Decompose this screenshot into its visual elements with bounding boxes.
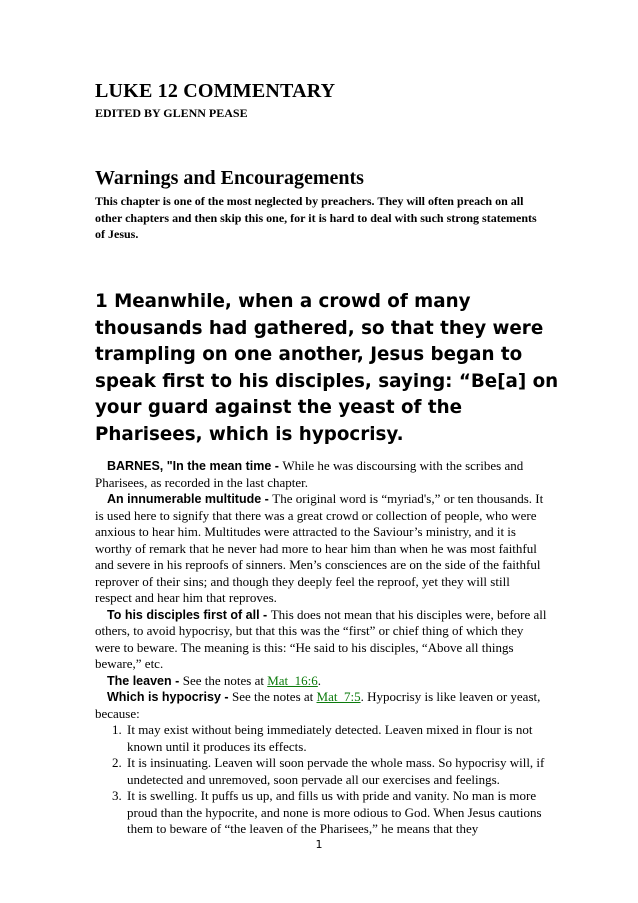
list-item: 3. It is swelling. It puffs us up, and fills us with pride and vanity. No man is more proud than the hypocrite, and none is more odious to God. When Jesus cautions them to beware of “the leaven of the Pharisees,” he means that they: [125, 788, 549, 838]
commentary-label: Which is hypocrisy -: [107, 690, 233, 704]
commentary-paragraph: [95, 689, 549, 722]
commentary-paragraph: [95, 607, 549, 673]
scripture-link-mat-16-6[interactable]: Mat_16:6: [267, 672, 318, 688]
commentary-body: [95, 458, 549, 838]
commentary-label: The leaven -: [107, 673, 183, 688]
commentary-label: To his disciples first of all -: [107, 607, 271, 622]
section-intro: This chapter is one of the most neglected by preachers. They will often preach on all other chapters and then skip this one, for it is hard to deal with such strong statements of Jesus.: [95, 194, 537, 241]
commentary-paragraph: [95, 491, 549, 607]
commentary-text: The original word is “myriad's,” or ten thousands. It is used here to signify that there was a great crowd or collection of people, who were anxious to hear him. Multitudes were attracted to the Saviour’s ministry, and it is worthy of remark that he never had more to hear him than when he was most faithful and severe in his reproofs of sinners. Men’s consciences are on the side of the faithful reprover of their sins; and though they deeply feel the reproof, yet they will still respect and hear him that reproves.: [95, 491, 544, 605]
document-title: LUKE 12 COMMENTARY: [95, 80, 336, 102]
page-number: 1: [315, 838, 323, 851]
commentary-label: BARNES, "In the mean time -: [107, 459, 283, 473]
list-item: 1. It may exist without being immediately detected. Leaven mixed in flour is not known until it produces its effects.: [125, 722, 549, 755]
commentary-text: . Hypocrisy is like leaven or yeast, because:: [95, 689, 541, 721]
section-title: Warnings and Encouragements: [95, 167, 364, 189]
commentary-label: An innumerable multitude -: [107, 492, 273, 506]
hypocrisy-list: [95, 722, 549, 838]
list-item: 2. It is insinuating. Leaven will soon pervade the whole mass. So hypocrisy will, if undetected and unremoved, soon pervade all our exercises and feelings.: [125, 755, 549, 788]
commentary-paragraph: [95, 673, 549, 690]
commentary-paragraph: [95, 458, 549, 491]
editor-credit: EDITED BY GLENN PEASE: [95, 106, 248, 120]
commentary-text: This does not mean that his disciples were, before all others, to avoid hypocrisy, but that this was the “first” or chief thing of which they were to beware. The meaning is this: “He said to his disciples, “Above all things beware,” etc.: [95, 606, 547, 671]
commentary-text: See the notes at: [232, 689, 317, 704]
commentary-text: .: [317, 672, 322, 688]
commentary-text: While he was discoursing with the scribes and Pharisees, as recorded in the last chapter.: [95, 458, 524, 490]
commentary-text: See the notes at: [182, 672, 268, 688]
scripture-link-mat-7-5[interactable]: Mat_7:5: [316, 689, 361, 704]
verse-text: 1 Meanwhile, when a crowd of many thousands had gathered, so that they were trampling on one another, Jesus began to speak first to his disciples, saying: “Be[a] on your guard against the yeast of the Pharisees, which is hypocrisy.: [95, 291, 559, 445]
